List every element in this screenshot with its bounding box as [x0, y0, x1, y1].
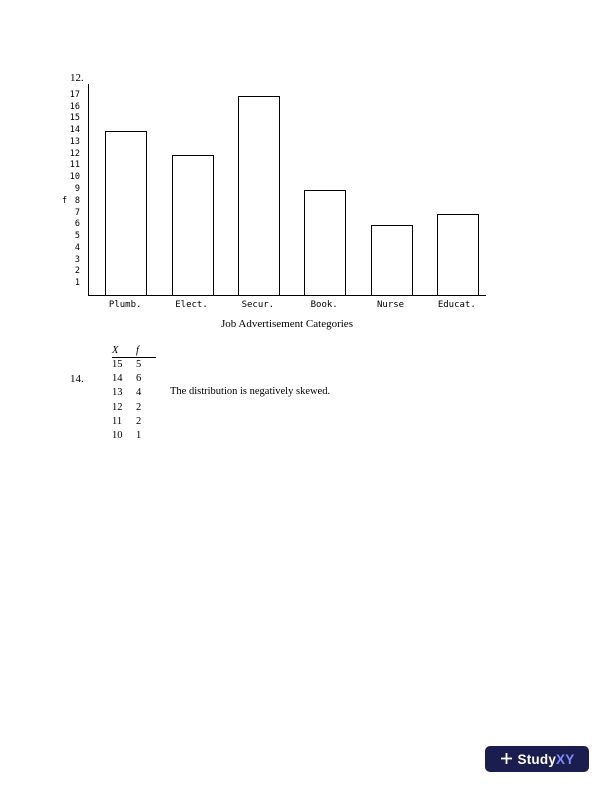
column-header-x: X — [112, 345, 136, 358]
table-row — [112, 372, 156, 386]
bar — [172, 155, 214, 296]
x-tick-label: Nurse — [376, 300, 405, 310]
table-row — [112, 429, 156, 443]
problem-14-section — [0, 340, 612, 460]
cell-f: 2 — [136, 401, 142, 413]
table-row — [112, 358, 156, 373]
y-tick-label: 4 — [74, 242, 80, 253]
cell-x: 10 — [112, 430, 123, 442]
problem-14-number: 14. — [70, 373, 84, 385]
watermark-label — [518, 752, 575, 767]
y-tick-label: 15 — [69, 113, 80, 124]
cell-x: 11 — [112, 415, 123, 427]
y-tick-label: 2 — [74, 266, 80, 277]
cell-x: 14 — [112, 373, 123, 385]
bar-chart — [88, 84, 508, 330]
y-tick-label: 9 — [74, 184, 80, 194]
bar — [437, 214, 479, 296]
x-tick-label: Book. — [310, 300, 338, 310]
x-tick-label: Secur. — [241, 300, 275, 310]
cell-f: 1 — [136, 430, 142, 442]
cell-f: 6 — [136, 373, 142, 385]
table-row — [112, 386, 156, 400]
x-tick-label: Elect. — [175, 300, 208, 310]
column-header-f: f — [136, 345, 156, 358]
x-tick-label: Plumb. — [108, 300, 142, 310]
bar — [304, 190, 346, 296]
cell-f: 5 — [136, 359, 142, 370]
table-header-row — [112, 345, 156, 358]
cell-f: 4 — [136, 387, 142, 399]
y-tick-label: 5 — [74, 231, 80, 242]
x-tick-label: Educat. — [437, 300, 476, 310]
y-tick-label: 17 — [69, 89, 80, 100]
table-row — [112, 415, 156, 429]
y-axis-tick-labels — [58, 84, 84, 296]
bar — [238, 96, 280, 296]
y-tick-label: 6 — [74, 219, 80, 230]
y-tick-label: 12 — [69, 148, 80, 159]
y-tick-label: 1 — [74, 278, 80, 289]
y-tick-label: 14 — [69, 125, 80, 136]
x-axis-title: Job Advertisement Categories — [221, 318, 353, 330]
bars-container — [89, 84, 487, 296]
plus-icon — [500, 752, 513, 765]
y-tick-label: 10 — [69, 172, 80, 183]
watermark-brand-second: XY — [556, 751, 575, 767]
cell-x: 15 — [112, 359, 123, 370]
frequency-table — [112, 345, 156, 443]
y-tick-label: 11 — [69, 160, 80, 171]
studyxy-watermark — [485, 746, 589, 772]
bar — [105, 131, 147, 296]
cell-x: 13 — [112, 387, 123, 399]
problem-12-section — [0, 0, 612, 340]
table-row — [112, 401, 156, 415]
watermark-brand-first: Study — [517, 751, 557, 767]
frequency-table-body — [112, 358, 156, 444]
bar — [371, 225, 413, 296]
y-tick-label: 16 — [69, 101, 80, 112]
y-tick-label: 13 — [69, 136, 80, 147]
cell-f: 2 — [136, 415, 142, 427]
distribution-note: The distribution is negatively skewed. — [170, 386, 331, 397]
y-axis-label: f — [62, 196, 68, 206]
y-tick-label: 3 — [74, 254, 80, 265]
problem-12-number: 12. — [70, 72, 84, 84]
y-tick-label: 8 — [74, 195, 80, 206]
y-tick-label: 7 — [74, 207, 80, 218]
cell-x: 12 — [112, 401, 123, 413]
